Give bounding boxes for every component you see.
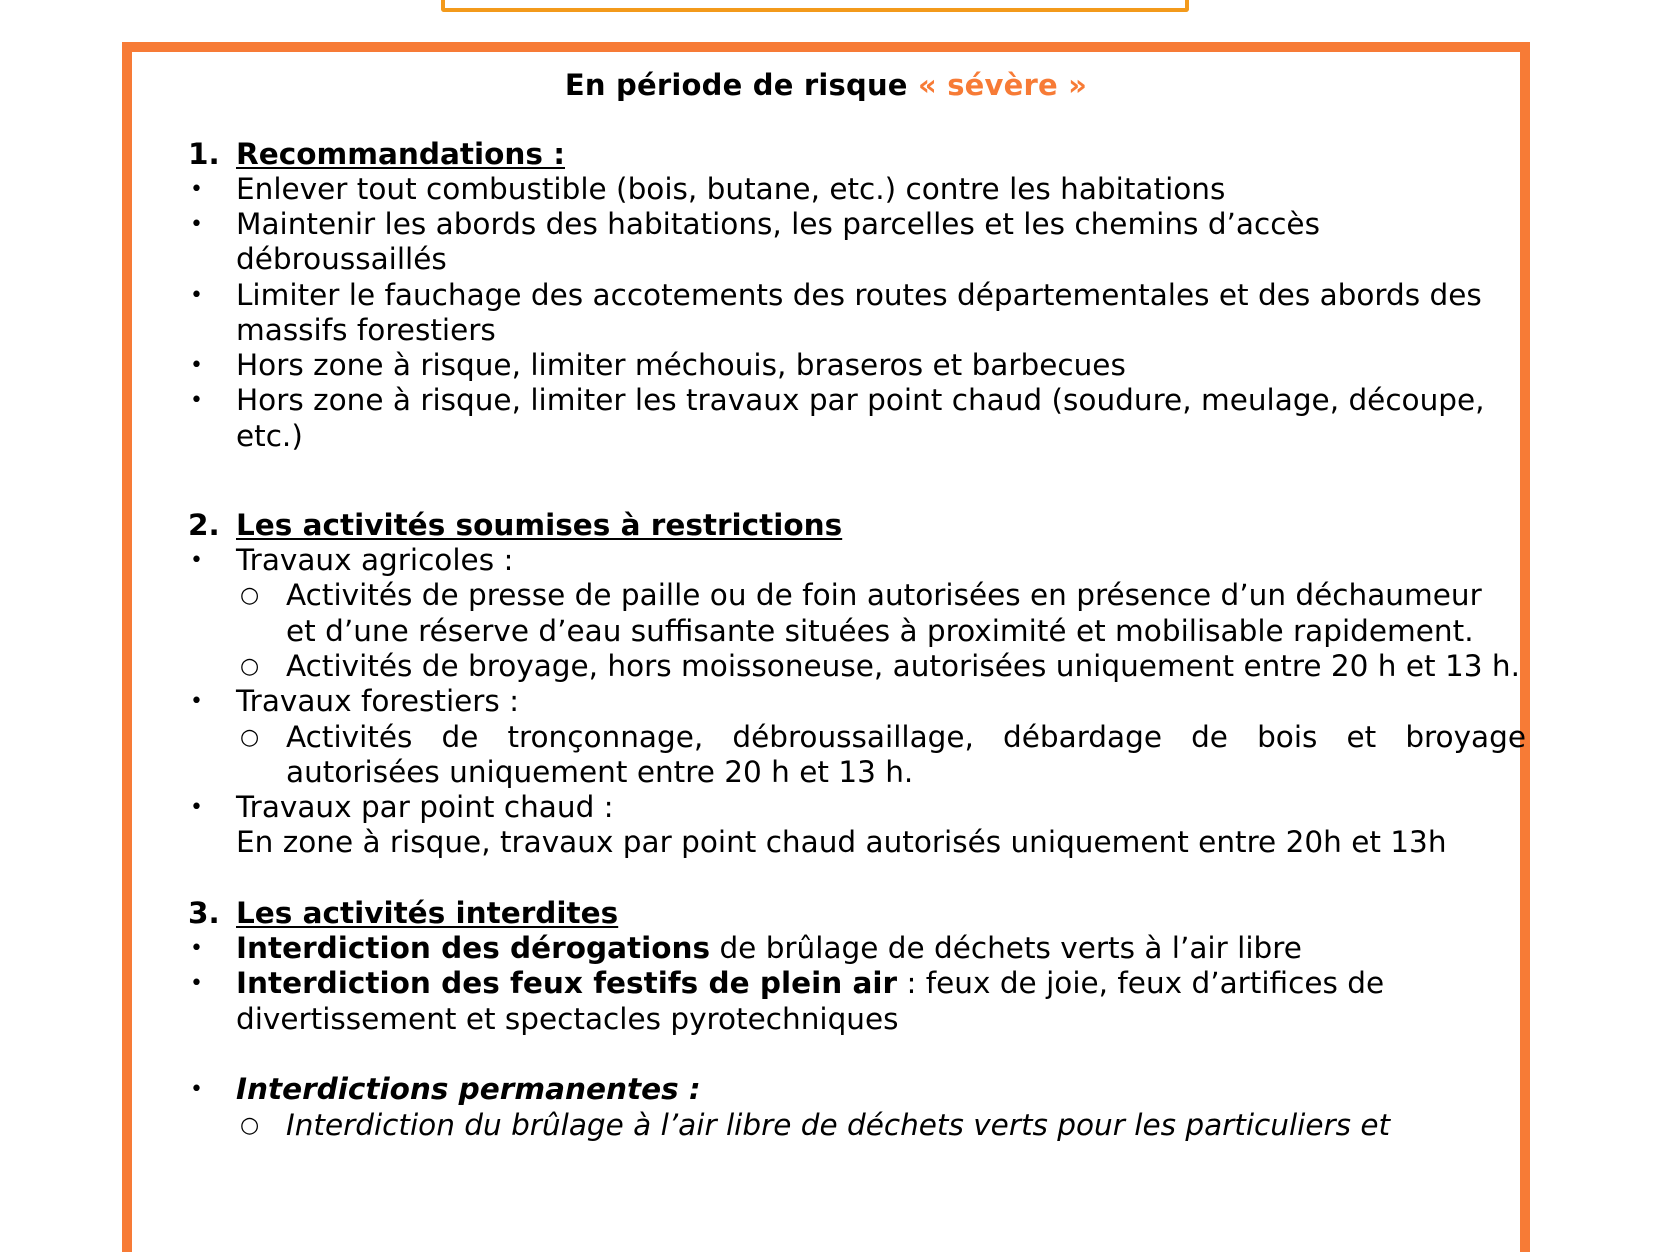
circle-bullet-icon: ○ [240,725,260,750]
sub-list-item-continuation: et d’une réserve d’eau suffisante situées à proximité et mobilisable rapidement. [286,614,1474,648]
sub-list-item: Activités de presse de paille ou de foin autorisées en présence d’un déchaumeur [286,578,1482,612]
title-prefix: En période de risque [564,68,918,102]
list-item-bold: Interdiction des feux festifs de plein air [236,966,898,1000]
list-item-continuation: divertissement et spectacles pyrotechniques [236,1002,899,1036]
bullet-icon: • [190,689,203,714]
list-item: Travaux par point chaud : [236,790,614,824]
bullet-icon: • [190,548,203,573]
list-item-continuation: massifs forestiers [236,313,496,347]
list-item: Maintenir les abords des habitations, les parcelles et les chemins d’accès [236,207,1320,241]
bullet-icon: • [190,795,203,820]
circle-bullet-icon: ○ [240,583,260,608]
bullet-icon: • [190,177,203,202]
sub-list-item: Activités de broyage, hors moissoneuse, autorisées uniquement entre 20 h et 13 h. [286,649,1520,683]
sub-list-item: Interdiction du brûlage à l’air libre de déchets verts pour les particuliers et [286,1108,1391,1142]
page-title [132,68,1520,102]
bullet-icon: • [190,1077,203,1102]
list-item-continuation: débroussaillés [236,242,447,276]
section-1-number: 1. [188,137,220,171]
list-item-rest: de brûlage de déchets verts à l’air libre [710,931,1302,965]
section-3-number: 3. [188,896,220,930]
top-header-box [441,0,1189,12]
list-item-continuation: etc.) [236,419,303,453]
permanent-bans-heading: Interdictions permanentes : [236,1072,701,1106]
list-item [236,965,1384,1002]
list-item: Travaux agricoles : [236,543,514,577]
section-2-heading: Les activités soumises à restrictions [236,508,843,542]
bullet-icon: • [190,212,203,237]
list-item: Travaux forestiers : [236,684,520,718]
sub-list-item: Activités de tronçonnage, débroussaillage, débardage de bois et broyage [286,720,1526,754]
title-highlight: « sévère » [917,68,1088,102]
list-item-rest: : feux de joie, feux d’artifices de [897,966,1385,1000]
section-2-number: 2. [188,508,220,542]
list-item: Enlever tout combustible (bois, butane, etc.) contre les habitations [236,172,1226,206]
circle-bullet-icon: ○ [240,1113,260,1138]
list-item-continuation: En zone à risque, travaux par point chaud autorisés uniquement entre 20h et 13h [236,825,1447,859]
list-item: Limiter le fauchage des accotements des routes départementales et des abords des [236,278,1482,312]
bullet-icon: • [190,353,203,378]
bullet-icon: • [190,971,203,996]
list-item: Hors zone à risque, limiter les travaux par point chaud (soudure, meulage, découpe, [236,383,1485,417]
list-item: Hors zone à risque, limiter méchouis, braseros et barbecues [236,348,1126,382]
section-1-heading: Recommandations : [236,137,565,171]
list-item-bold: Interdiction des dérogations [236,931,711,965]
risk-frame [122,42,1530,1252]
bullet-icon: • [190,388,203,413]
list-item [236,930,1302,967]
circle-bullet-icon: ○ [240,654,260,679]
sub-list-item-continuation: autorisées uniquement entre 20 h et 13 h. [286,755,914,789]
section-3-heading: Les activités interdites [236,896,619,930]
bullet-icon: • [190,936,203,961]
bullet-icon: • [190,283,203,308]
